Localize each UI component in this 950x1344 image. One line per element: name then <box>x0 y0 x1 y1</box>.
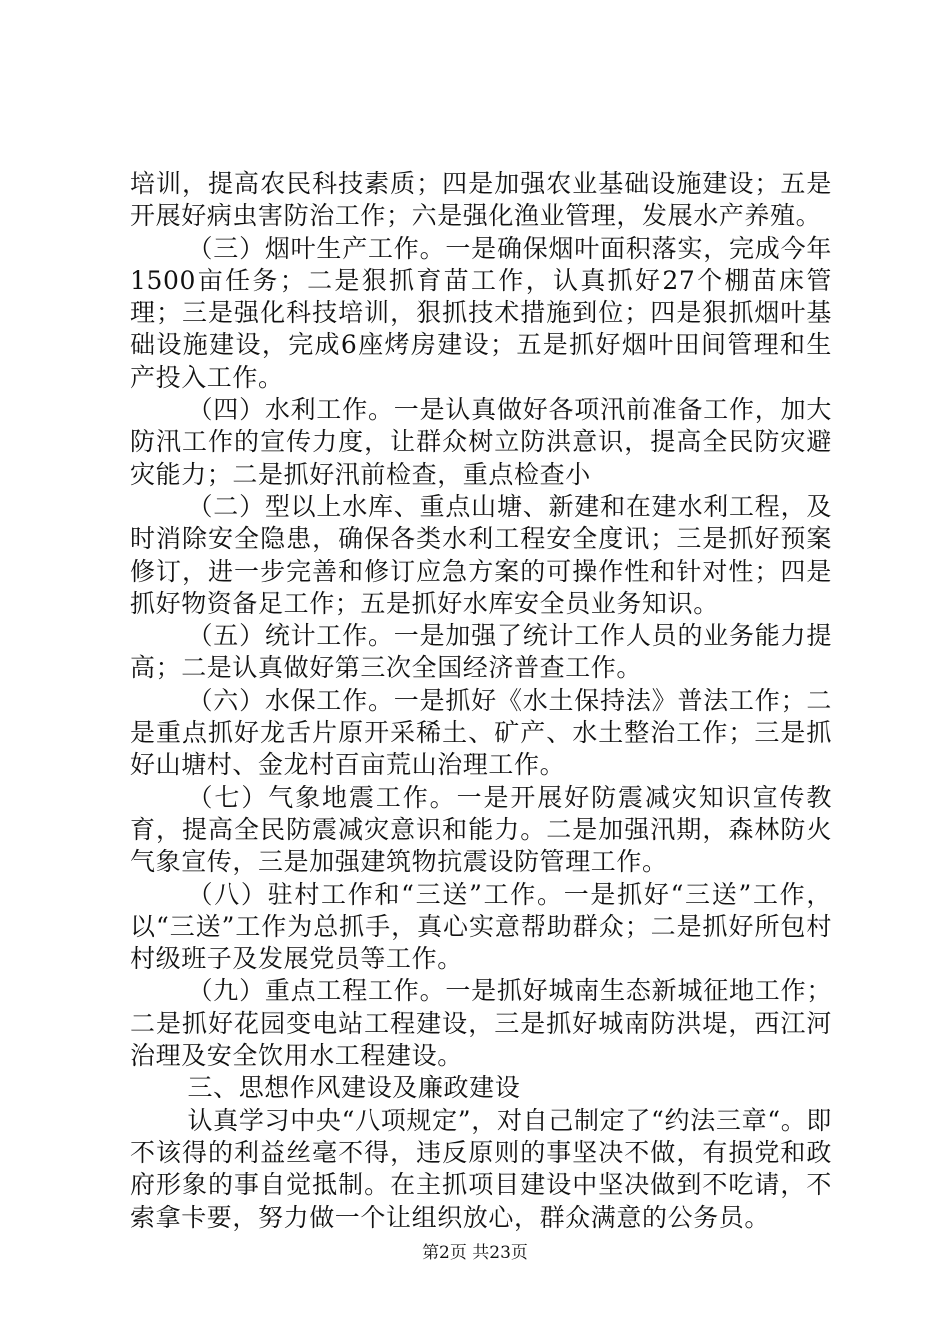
paragraph-integrity: 认真学习中央“八项规定”，对自己制定了“约法三章“。即不该得的利益丝毫不得，违反原则的事坚决不做，有损党和政府形象的事自觉抵制。在主抓项目建设中坚决做到不吃请，不索拿卡要，努力做一个让组织放心，群众满意的公务员。 <box>130 1105 832 1232</box>
paragraph-statistics: （五）统计工作。一是加强了统计工作人员的业务能力提高；二是认真做好第三次全国经济普查工作。 <box>130 621 832 683</box>
paragraph-1: 培训，提高农民科技素质；四是加强农业基础设施建设；五是开展好病虫害防治工作；六是强化渔业管理，发展水产养殖。 <box>130 169 832 231</box>
paragraph-village-work: （八）驻村工作和“三送”工作。一是抓好“三送”工作，以“三送”工作为总抓手，真心实意帮助群众；二是抓好所包村村级班子及发展党员等工作。 <box>130 879 832 974</box>
section-heading-conduct: 三、思想作风建设及廉政建设 <box>187 1073 521 1103</box>
document-body <box>130 168 832 1234</box>
paragraph-water-conservancy: （四）水利工作。一是认真做好各项汛前准备工作，加大防汛工作的宣传力度，让群众树立防洪意识，提高全民防灾避灾能力；二是抓好汛前检查，重点检查小 <box>130 395 832 489</box>
paragraph-soil-conservation: （六）水保工作。一是抓好《水土保持法》普法工作；二是重点抓好龙舌片原开采稀土、矿产、水土整治工作；三是抓好山塘村、金龙村百亩荒山治理工作。 <box>130 685 832 780</box>
paragraph-tobacco: （三）烟叶生产工作。一是确保烟叶面积落实，完成今年1500亩任务；二是狠抓育苗工作，认真抓好27个棚苗床管理；三是强化科技培训，狠抓技术措施到位；四是狠抓烟叶基础设施建设，完成6座烤房建设；五是抓好烟叶田间管理和生产投入工作。 <box>130 233 832 392</box>
paragraph-key-projects: （九）重点工程工作。一是抓好城南生态新城征地工作；二是抓好花园变电站工程建设，三是抓好城南防洪堤，西江河治理及安全饮用水工程建设。 <box>130 976 832 1071</box>
paragraph-reservoir: （二）型以上水库、重点山塘、新建和在建水利工程，及时消除安全隐患，确保各类水利工程安全度讯；三是抓好预案修订，进一步完善和修订应急方案的可操作性和针对性；四是抓好物资备足工作；五是抓好水库安全员业务知识。 <box>130 491 832 618</box>
page-number: 第2页 共23页 <box>422 1243 528 1263</box>
paragraph-meteorology: （七）气象地震工作。一是开展好防震减灾知识宣传教育，提高全民防震减灾意识和能力。二是加强汛期，森林防火气象宣传，三是加强建筑物抗震设防管理工作。 <box>130 782 832 877</box>
